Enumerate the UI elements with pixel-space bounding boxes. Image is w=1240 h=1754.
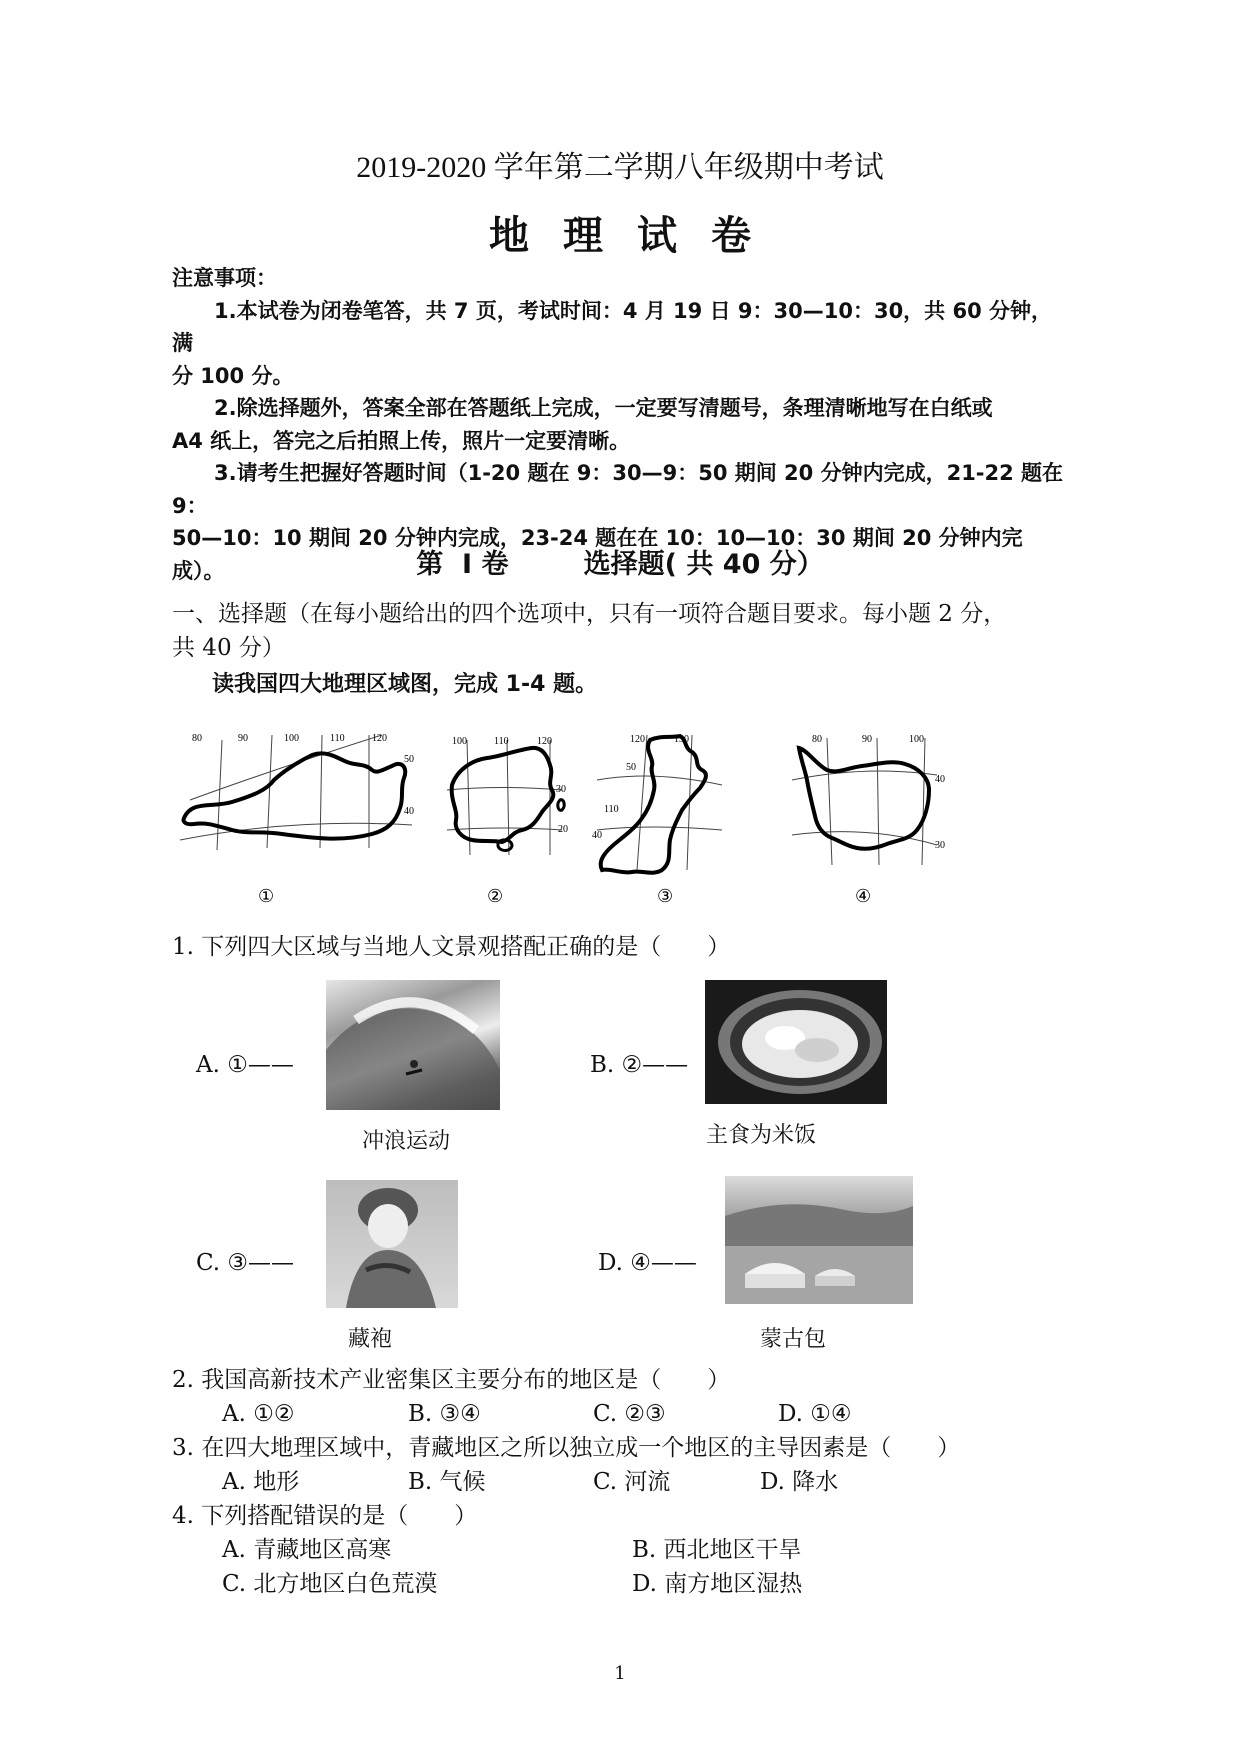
map2-tick-20: 20 xyxy=(558,824,568,835)
q3-option-b: B. 气候 xyxy=(408,1469,486,1495)
map1-tick-120: 120 xyxy=(372,733,387,744)
map3-tick-50: 50 xyxy=(626,762,636,773)
q3-option-d: D. 降水 xyxy=(760,1469,839,1495)
q2-stem: 2. 我国高新技术产业密集区主要分布的地区是（ ） xyxy=(172,1367,731,1393)
note-1-line-2: 分 100 分。 xyxy=(172,363,294,388)
section-instructions-line-1: 一、选择题（在每小题给出的四个选项中，只有一项符合题目要求。每小题 2 分， xyxy=(172,601,1007,627)
map4-tick-90: 90 xyxy=(862,734,872,745)
map4-tick-40: 40 xyxy=(935,774,945,785)
map1-label: ① xyxy=(258,886,275,906)
map3-label: ③ xyxy=(657,886,674,906)
note-2-line-2: A4 纸上，答完之后拍照上传，照片一定要清晰。 xyxy=(172,428,631,453)
yurt-graphic xyxy=(725,1176,913,1304)
subject-title: 地理试卷 xyxy=(489,213,785,259)
map2-tick-120: 120 xyxy=(537,736,552,747)
q2-option-b: B. ③④ xyxy=(408,1401,481,1427)
note-1-line-1: 1.本试卷为闭卷笔答，共 7 页，考试时间：4 月 19 日 9：30—10：30，共 60 分钟，满 xyxy=(172,298,1053,355)
q1-option-a-caption: 冲浪运动 xyxy=(362,1129,451,1154)
map3-tick-110: 110 xyxy=(604,804,619,815)
q2-option-a: A. ①② xyxy=(222,1401,295,1427)
q2-option-c: C. ②③ xyxy=(593,1401,666,1427)
q4-option-a: A. 青藏地区高寒 xyxy=(222,1537,392,1563)
q1-option-c-label: C. ③—— xyxy=(196,1250,295,1276)
map1-tick-40: 40 xyxy=(404,806,414,817)
map-south xyxy=(592,734,722,906)
map1-tick-100: 100 xyxy=(284,733,299,744)
map2-tick-100: 100 xyxy=(452,736,467,747)
map2-tick-110: 110 xyxy=(494,736,509,747)
map3-tick-120: 120 xyxy=(630,734,645,745)
surfing-photo xyxy=(326,980,500,1110)
q3-option-c: C. 河流 xyxy=(593,1469,671,1495)
map4-label: ④ xyxy=(855,886,872,906)
map1-tick-80: 80 xyxy=(192,733,202,744)
note-2-line-1: 2.除选择题外，答案全部在答题纸上完成，一定要写清题号，条理清晰地写在白纸或 xyxy=(214,396,993,420)
q4-option-d: D. 南方地区湿热 xyxy=(632,1571,803,1597)
q1-option-c-caption: 藏袍 xyxy=(348,1327,393,1352)
q1-stem: 1. 下列四大区域与当地人文景观搭配正确的是（ ） xyxy=(172,934,731,960)
q3-stem: 3. 在四大地理区域中，青藏地区之所以独立成一个地区的主导因素是（ ） xyxy=(172,1435,961,1461)
map1-tick-90: 90 xyxy=(238,733,248,744)
map3-tick-130: 130 xyxy=(674,734,689,745)
q4-option-b: B. 西北地区干旱 xyxy=(632,1537,802,1563)
q1-option-a-label: A. ①—— xyxy=(196,1052,294,1078)
map2-label: ② xyxy=(487,886,504,906)
map-prompt: 读我国四大地理区域图，完成 1-4 题。 xyxy=(212,672,598,697)
map2-tick-30: 30 xyxy=(556,784,566,795)
q1-option-b-label: B. ②—— xyxy=(590,1052,689,1078)
map3-tick-40: 40 xyxy=(592,830,602,841)
q1-option-d-label: D. ④—— xyxy=(598,1250,697,1276)
section-title: 第 Ⅰ 卷 选择题( 共 40 分） xyxy=(416,549,824,580)
map1-tick-50: 50 xyxy=(404,754,414,765)
q1-option-b-caption: 主食为米饭 xyxy=(706,1123,817,1148)
map-qinghai-tibet xyxy=(792,734,945,906)
tibetan-robe-graphic xyxy=(326,1180,458,1308)
q3-option-a: A. 地形 xyxy=(222,1469,300,1495)
q1-option-d-caption: 蒙古包 xyxy=(760,1327,827,1352)
note-3-line-2: 50—10：10 期间 20 分钟内完成，23-24 题在在 10：10—10：30 期间 20 分钟内完成）。 xyxy=(172,526,1023,583)
q4-stem: 4. 下列搭配错误的是（ ） xyxy=(172,1503,478,1529)
map4-tick-80: 80 xyxy=(812,734,822,745)
regions-maps xyxy=(172,730,1072,910)
rice-bowl-photo xyxy=(705,980,887,1104)
exam-title: 2019-2020 学年第二学期八年级期中考试 xyxy=(356,151,884,184)
rice-bowl-graphic xyxy=(705,980,887,1104)
q4-option-c: C. 北方地区白色荒漠 xyxy=(222,1571,438,1597)
surfing-wave-graphic xyxy=(326,980,500,1110)
yurt-photo xyxy=(725,1176,913,1304)
notes-block xyxy=(172,262,1072,587)
map4-tick-30: 30 xyxy=(935,840,945,851)
section-instructions-line-2: 共 40 分） xyxy=(172,635,285,661)
map-north xyxy=(447,736,568,906)
map-northwest xyxy=(180,733,414,906)
tibetan-robe-photo xyxy=(326,1180,458,1308)
notes-heading: 注意事项： xyxy=(172,266,277,290)
q2-option-d: D. ①④ xyxy=(778,1401,852,1427)
map1-tick-110: 110 xyxy=(330,733,345,744)
page-number: 1 xyxy=(614,1663,626,1684)
note-3-line-1: 3.请考生把握好答题时间（1-20 题在 9：30—9：50 期间 20 分钟内完成，21-22 题在 9： xyxy=(172,461,1064,518)
map4-tick-100: 100 xyxy=(909,734,924,745)
